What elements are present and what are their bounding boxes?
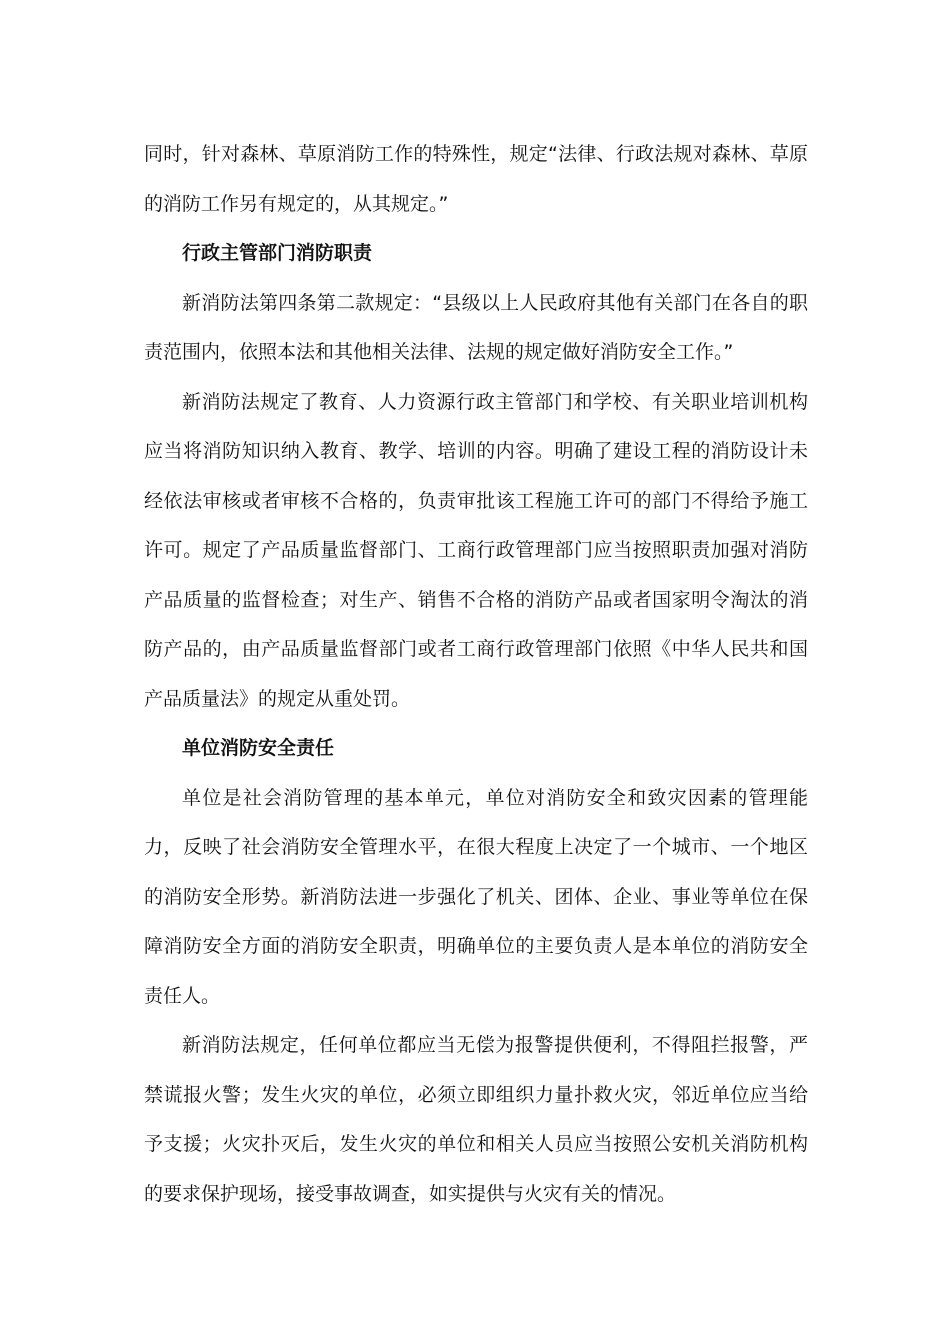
heading-unit-responsibility: 单位消防安全责任 <box>182 737 335 759</box>
paragraph-fire-forest-grassland: 同时，针对森林、草原消防工作的特殊性，规定“法律、行政法规对森林、草原的消防工作另有规定的，从其规定。” <box>144 143 808 215</box>
paragraph-unit-basic: 单位是社会消防管理的基本单元，单位对消防安全和致灾因素的管理能力，反映了社会消防安全管理水平，在很大程度上决定了一个城市、一个地区的消防安全形势。新消防法进一步强化了机关、团体、企业、事业等单位在保障消防安全方面的消防安全职责，明确单位的主要负责人是本单位的消防安全责任人。 <box>144 786 808 1007</box>
paragraph-article-four: 新消防法第四条第二款规定：“县级以上人民政府其他有关部门在各自的职责范围内，依照本法和其他相关法律、法规的规定做好消防安全工作。” <box>144 291 808 363</box>
paragraph-unit-reporting: 新消防法规定，任何单位都应当无偿为报警提供便利，不得阻拦报警，严禁谎报火警；发生火灾的单位，必须立即组织力量扑救火灾，邻近单位应当给予支援；火灾扑灭后，发生火灾的单位和相关人员应当按照公安机关消防机构的要求保护现场，接受事故调查，如实提供与火灾有关的情况。 <box>144 1034 808 1205</box>
paragraph-education-supervision: 新消防法规定了教育、人力资源行政主管部门和学校、有关职业培训机构应当将消防知识纳入教育、教学、培训的内容。明确了建设工程的消防设计未经依法审核或者审核不合格的，负责审批该工程施工许可的部门不得给予施工许可。规定了产品质量监督部门、工商行政管理部门应当按照职责加强对消防产品质量的监督检查；对生产、销售不合格的消防产品或者国家明令淘汰的消防产品的，由产品质量监督部门或者工商行政管理部门依照《中华人民共和国产品质量法》的规定从重处罚。 <box>144 390 808 710</box>
document-body <box>144 130 808 1219</box>
heading-admin-departments: 行政主管部门消防职责 <box>182 242 373 264</box>
